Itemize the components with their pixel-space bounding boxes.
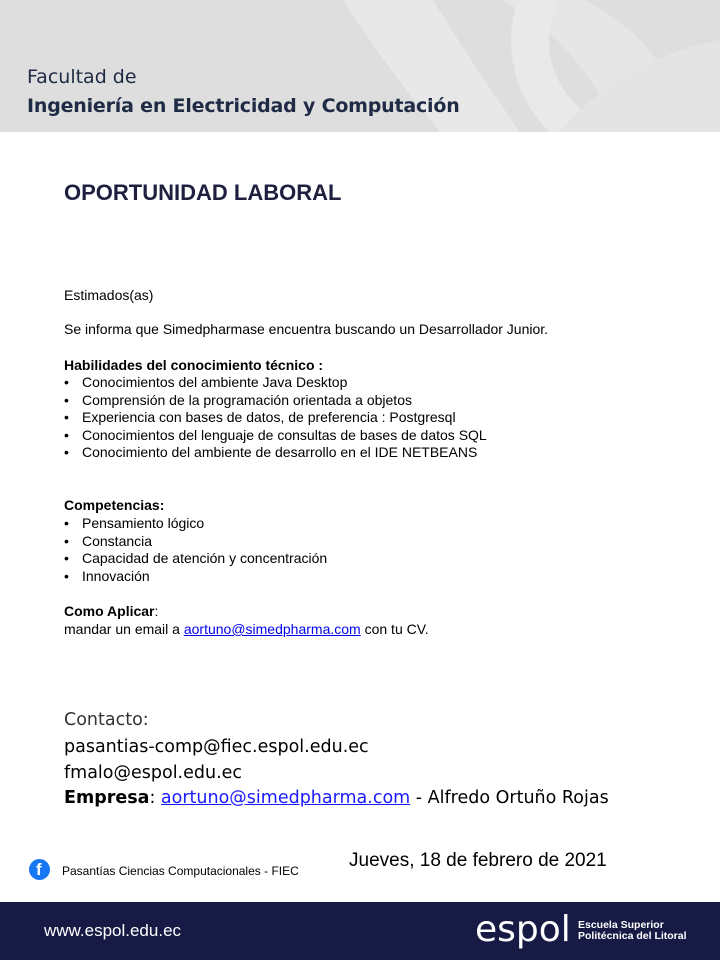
- apply-instructions: [64, 621, 429, 637]
- apply-text-before: mandar un email a: [64, 621, 184, 637]
- espol-logo: espol: [475, 909, 571, 950]
- faculty-line-1: Facultad de: [27, 66, 137, 88]
- bullet: •: [64, 374, 69, 390]
- page-title: OPORTUNIDAD LABORAL: [64, 180, 342, 205]
- skills-list: [64, 374, 487, 462]
- competency-text: Innovación: [82, 567, 150, 584]
- apply-heading: [64, 603, 158, 619]
- espol-sub-line-2: Politécnica del Litoral: [578, 930, 687, 942]
- list-item: [64, 409, 487, 427]
- apply-email-link[interactable]: aortuno@simedpharma.com: [183, 621, 361, 637]
- list-item: [64, 444, 487, 462]
- competency-text: Constancia: [82, 532, 153, 549]
- competencies-heading: Competencias:: [64, 497, 165, 513]
- list-item: [64, 392, 487, 410]
- contact-email-1: pasantias-comp@fiec.espol.edu.ec: [64, 737, 369, 757]
- skill-text: Conocimiento del ambiente de desarrollo en el IDE NETBEANS: [82, 444, 478, 461]
- list-item: [64, 374, 487, 392]
- contact-email-2: fmalo@espol.edu.ec: [64, 763, 243, 783]
- list-item: [64, 568, 327, 586]
- bullet: •: [64, 444, 69, 461]
- list-item: [64, 427, 487, 445]
- contact-company: [64, 788, 609, 808]
- company-email-link[interactable]: aortuno@simedpharma.com: [160, 788, 411, 808]
- list-item: [64, 515, 327, 533]
- bullet: •: [64, 409, 69, 426]
- publication-date: Jueves, 18 de febrero de 2021: [349, 850, 607, 871]
- bullet: •: [64, 567, 69, 584]
- facebook-icon[interactable]: [29, 859, 50, 880]
- competency-text: Capacidad de atención y concentración: [82, 550, 328, 567]
- company-separator: :: [149, 788, 161, 808]
- bullet: •: [64, 391, 69, 408]
- competency-text: Pensamiento lógico: [82, 515, 205, 531]
- footer-url-link[interactable]: www.espol.edu.ec: [44, 921, 182, 940]
- list-item: [64, 550, 327, 568]
- list-item: [64, 533, 327, 551]
- skill-text: Experiencia con bases de datos, de preferencia : Postgresql: [82, 409, 456, 426]
- company-person: - Alfredo Ortuño Rojas: [410, 788, 609, 808]
- skill-text: Comprensión de la programación orientada a objetos: [82, 391, 412, 408]
- faculty-line-2: Ingeniería en Electricidad y Computación: [27, 95, 460, 117]
- greeting: Estimados(as): [64, 287, 154, 303]
- espol-sub-line-1: Escuela Superior: [578, 919, 664, 931]
- facebook-glyph: f: [36, 860, 42, 879]
- facebook-page-name: Pasantías Ciencias Computacionales - FIEC: [62, 864, 299, 878]
- bullet: •: [64, 426, 69, 443]
- apply-heading-colon: :: [154, 603, 159, 619]
- apply-text-after: con tu CV.: [360, 621, 429, 637]
- competencies-list: [64, 515, 327, 585]
- apply-heading-text: Como Aplicar: [64, 603, 155, 619]
- bullet: •: [64, 550, 69, 567]
- bullet: •: [64, 532, 69, 549]
- header-banner: [0, 0, 720, 132]
- espol-logo-subtitle: [578, 920, 687, 942]
- footer-bar: [0, 902, 720, 960]
- skill-text: Conocimientos del ambiente Java Desktop: [82, 374, 348, 390]
- contact-label: Contacto:: [64, 710, 149, 730]
- skill-text: Conocimientos del lenguaje de consultas de bases de datos SQL: [82, 426, 487, 443]
- intro-text: Se informa que Simedpharmase encuentra buscando un Desarrollador Junior.: [64, 321, 549, 337]
- bullet: •: [64, 515, 69, 531]
- company-label: Empresa: [64, 788, 150, 808]
- skills-heading: Habilidades del conocimiento técnico :: [64, 357, 324, 373]
